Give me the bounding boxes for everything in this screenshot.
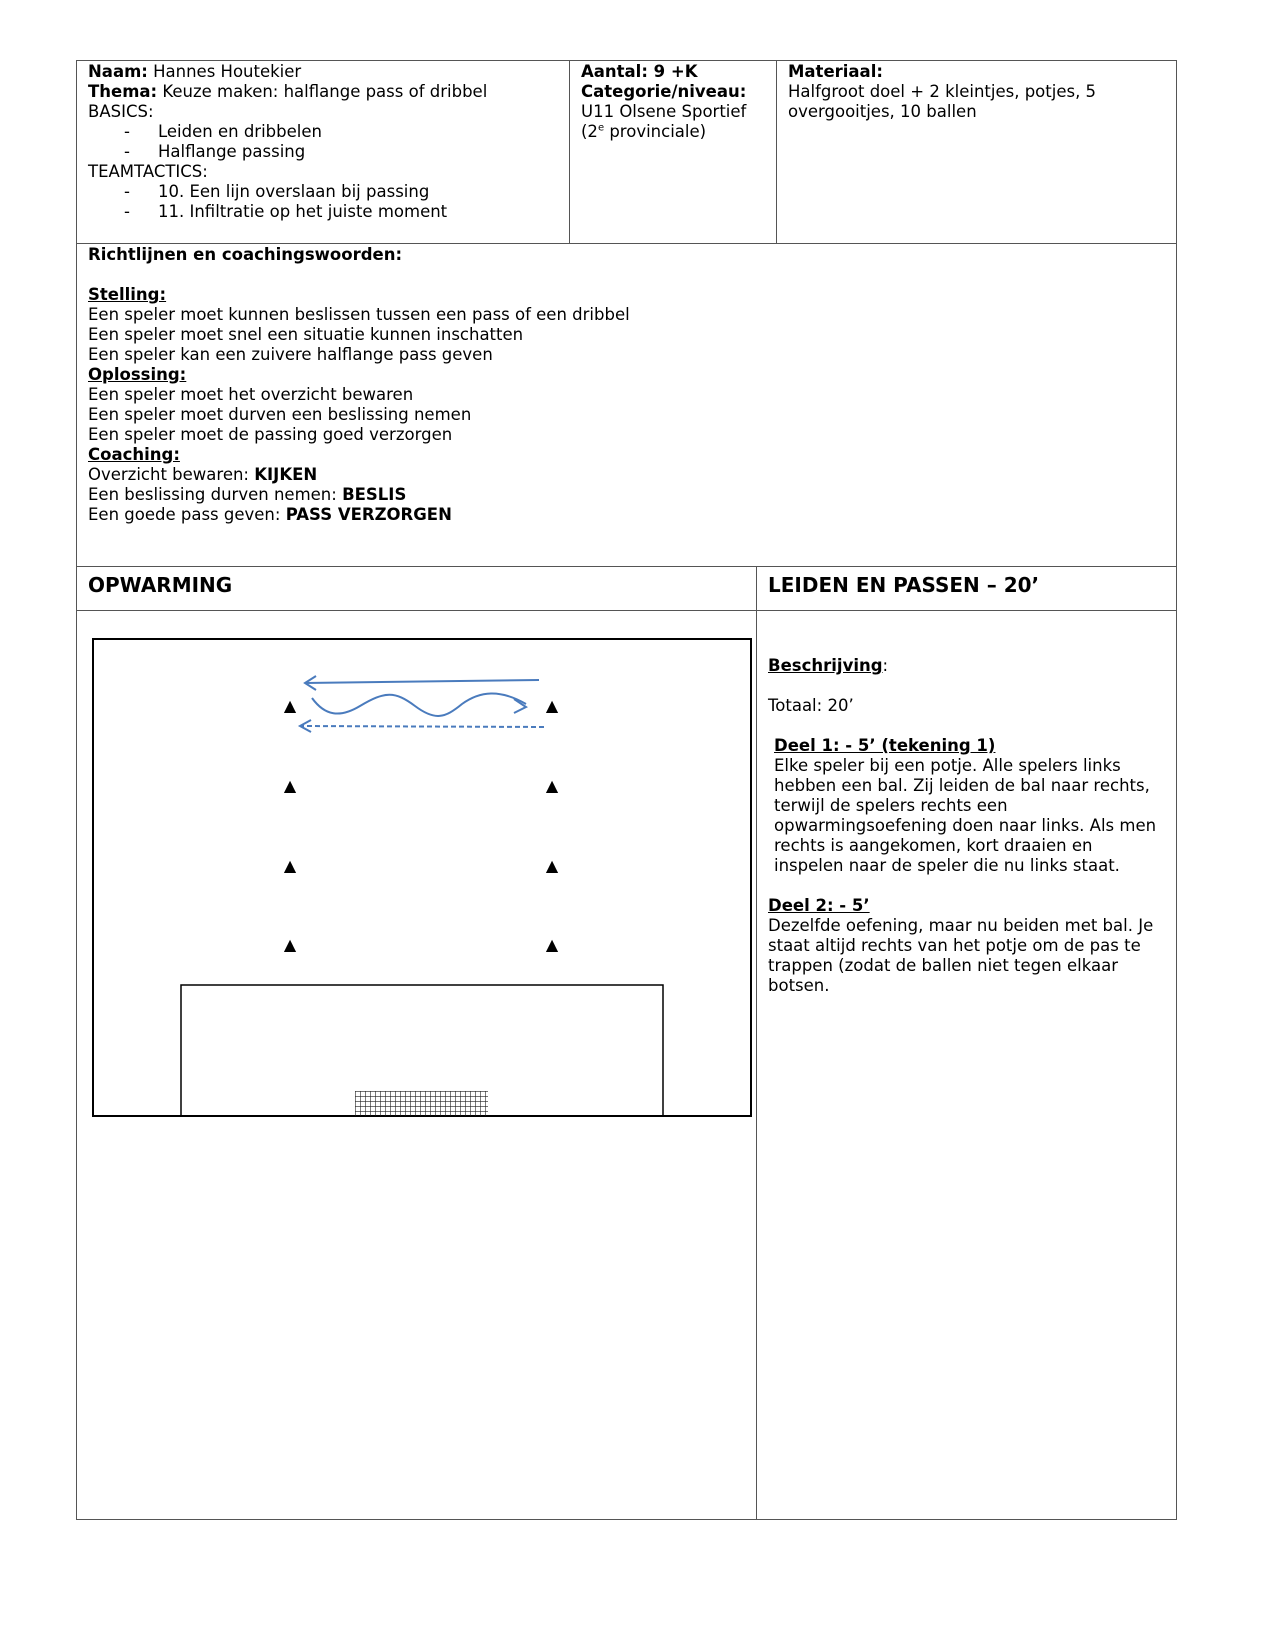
- totaal: Totaal: 20’: [768, 696, 854, 715]
- dribble-arrow: [312, 693, 526, 715]
- header-divider-2: [776, 60, 777, 243]
- deel1-block: [768, 736, 1168, 876]
- thema-label: Thema:: [88, 82, 158, 101]
- run-arrow: [305, 676, 539, 690]
- teamtactics-label: TEAMTACTICS:: [88, 162, 208, 181]
- thema-value: Keuze maken: halflange pass of dribbel: [162, 82, 488, 101]
- row-divider-3: [76, 610, 1177, 611]
- deel1-line: opwarmingsoefening doen naar links. Als men: [774, 816, 1157, 835]
- header-material-cell: [788, 62, 1173, 122]
- deel2-title: Deel 2: - 5’: [768, 896, 870, 915]
- deel2-block: [768, 896, 1168, 996]
- exercise-diagram: [90, 636, 754, 1120]
- header-divider-1: [569, 60, 570, 243]
- categorie-label: Categorie/niveau:: [581, 82, 747, 101]
- deel2-line: trappen (zodat de ballen niet tegen elkaar: [768, 956, 1118, 975]
- stelling-heading: Stelling:: [88, 285, 167, 304]
- table-border-top: [76, 60, 1177, 61]
- deel1-line: rechts is aangekomen, kort draaien en: [774, 836, 1093, 855]
- oplossing-line: Een speler moet durven een beslissing nemen: [88, 405, 472, 424]
- basics-item: - Halflange passing: [124, 142, 306, 161]
- coaching-line: Een beslissing durven nemen: BESLIS: [88, 485, 407, 504]
- deel2-line: Dezelfde oefening, maar nu beiden met bal. Je: [768, 916, 1154, 935]
- table-border-right: [1176, 60, 1177, 1520]
- oplossing-line: Een speler moet de passing goed verzorgen: [88, 425, 453, 444]
- deel1-title: Deel 1: - 5’ (tekening 1): [774, 736, 996, 755]
- cone-icon: ▲: [545, 776, 559, 795]
- cone-icon: ▲: [545, 696, 559, 715]
- stelling-line: Een speler moet kunnen beslissen tussen een pass of een dribbel: [88, 305, 630, 324]
- oplossing-line: Een speler moet het overzicht bewaren: [88, 385, 414, 404]
- coaching-heading: Coaching:: [88, 445, 180, 464]
- aantal: Aantal: 9 +K: [581, 62, 698, 81]
- basics-label: BASICS:: [88, 102, 154, 121]
- materiaal-label: Materiaal:: [788, 62, 883, 81]
- teamtactics-item: - 10. Een lijn overslaan bij passing: [124, 182, 430, 201]
- header-info-cell: [88, 62, 563, 222]
- deel2-line: botsen.: [768, 976, 830, 995]
- oplossing-heading: Oplossing:: [88, 365, 187, 384]
- stelling-line: Een speler moet snel een situatie kunnen inschatten: [88, 325, 524, 344]
- section-title-right: LEIDEN EN PASSEN – 20’: [768, 573, 1040, 597]
- cone-icon: ▲: [283, 856, 297, 875]
- teamtactics-item: - 11. Infiltratie op het juiste moment: [124, 202, 448, 221]
- cones: [284, 696, 559, 954]
- pass-arrow: [300, 720, 544, 732]
- deel1-line: inspelen naar de speler die nu links staat.: [774, 856, 1120, 875]
- naam-value: Hannes Houtekier: [153, 62, 302, 81]
- column-divider: [756, 566, 757, 1520]
- table-border-left: [76, 60, 77, 1520]
- coaching-line: Overzicht bewaren: KIJKEN: [88, 465, 318, 484]
- row-divider-2: [76, 566, 1177, 567]
- cone-icon: ▲: [545, 935, 559, 954]
- header-group-cell: [581, 62, 771, 142]
- cone-icon: ▲: [283, 696, 297, 715]
- coaching-line: Een goede pass geven: PASS VERZORGEN: [88, 505, 452, 524]
- naam-row: [88, 62, 563, 82]
- stelling-line: Een speler kan een zuivere halflange pass geven: [88, 345, 493, 364]
- deel1-line: hebben een bal. Zij leiden de bal naar rechts,: [774, 776, 1150, 795]
- categorie-level: (2e provinciale): [581, 122, 707, 141]
- materiaal-line: Halfgroot doel + 2 kleintjes, potjes, 5: [788, 82, 1097, 101]
- description-cell: [768, 656, 1168, 996]
- beschrijving-heading: Beschrijving:: [768, 656, 889, 675]
- goal-net: [355, 1091, 488, 1116]
- row-divider-1: [76, 243, 1177, 244]
- guidelines-cell: [88, 245, 1168, 525]
- deel1-line: Elke speler bij een potje. Alle spelers links: [774, 756, 1121, 775]
- naam-label: Naam:: [88, 62, 148, 81]
- categorie-value: U11 Olsene Sportief: [581, 102, 747, 121]
- deel1-line: terwijl de spelers rechts een: [774, 796, 1008, 815]
- guidelines-title: Richtlijnen en coachingswoorden:: [88, 245, 403, 264]
- materiaal-line: overgooitjes, 10 ballen: [788, 102, 977, 121]
- cone-icon: ▲: [283, 935, 297, 954]
- table-border-bottom: [76, 1519, 1177, 1520]
- cone-icon: ▲: [545, 856, 559, 875]
- basics-item: - Leiden en dribbelen: [124, 122, 322, 141]
- section-title-left: OPWARMING: [88, 573, 233, 597]
- cone-icon: ▲: [283, 776, 297, 795]
- deel2-line: staat altijd rechts van het potje om de pas te: [768, 936, 1141, 955]
- thema-row: [88, 82, 563, 102]
